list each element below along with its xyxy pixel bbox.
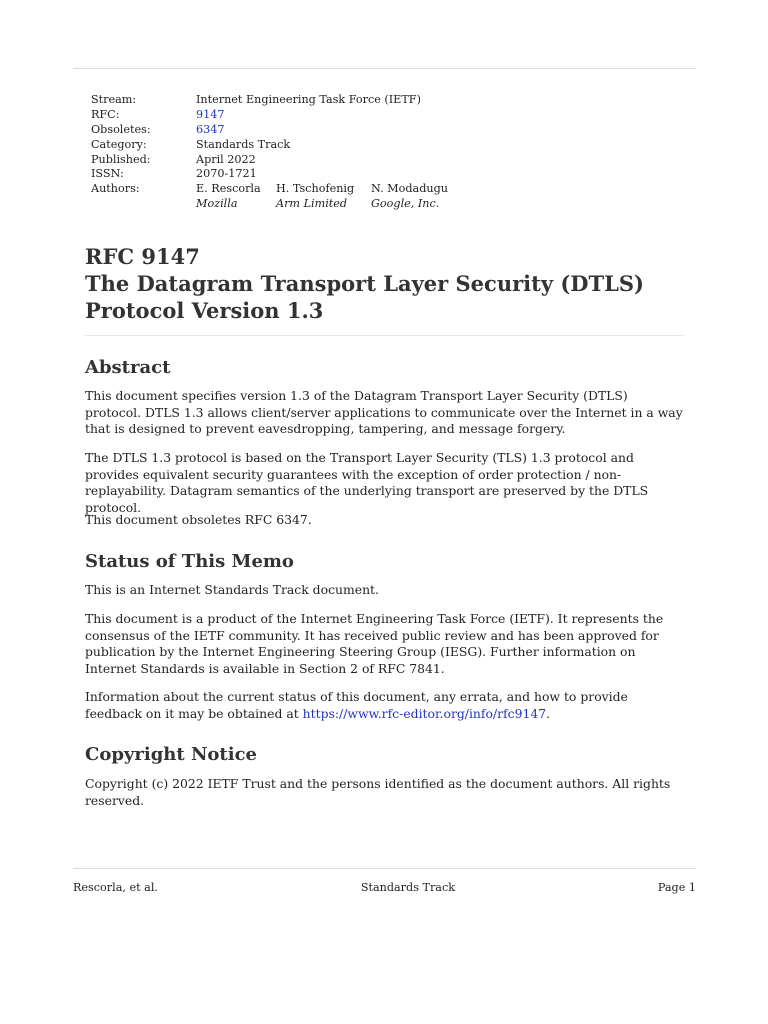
abstract-heading: Abstract: [85, 357, 171, 378]
meta-rfc: [91, 108, 448, 123]
status-paragraph-2: This document is a product of the Internet Engineering Task Force (IETF). It represents the consensus of the IETF community. It has received public review and has been approved for publication by the Internet Engineering Steering Group (IESG). Further information on Internet Standards is available in Section 2 of RFC 7841.: [85, 611, 664, 676]
footer-authors: Rescorla, et al.: [73, 881, 158, 894]
author-name: E. Rescorla: [196, 182, 261, 196]
rfc-editor-info-link[interactable]: https://www.rfc-editor.org/info/rfc9147: [302, 705, 547, 721]
status-paragraph-3: [85, 689, 685, 722]
footer-page-number: Page 1: [657, 881, 696, 894]
header-rule: [73, 68, 696, 69]
status-paragraph-3-end: .: [546, 705, 551, 721]
author-organization: Google, Inc.: [371, 197, 440, 211]
meta-issn: [91, 167, 448, 182]
author-name: N. Modadugu: [371, 182, 448, 196]
document-metadata: [91, 93, 448, 212]
title-line-sub: Protocol Version 1.3: [85, 298, 324, 323]
author-entry: [196, 182, 276, 212]
title-divider: [85, 335, 684, 336]
footer-category: Standards Track: [360, 881, 456, 894]
obsoletes-rfc-link[interactable]: 6347: [196, 122, 225, 136]
meta-authors: [91, 182, 448, 212]
author-entry: [371, 182, 448, 212]
page-footer: [73, 881, 696, 894]
meta-issn-value: 2070-1721: [196, 167, 257, 181]
abstract-paragraph-3: This document obsoletes RFC 6347.: [85, 512, 312, 527]
status-paragraph-1: This is an Internet Standards Track document.: [85, 582, 379, 597]
abstract-paragraph-1: This document specifies version 1.3 of the Datagram Transport Layer Security (DTLS) protocol. DTLS 1.3 allows client/server applications to communicate over the Internet in a way that is designed to prevent eavesdropping, tampering, and message forgery.: [85, 388, 683, 437]
author-name: H. Tschofenig: [276, 182, 355, 196]
meta-category-value: Standards Track: [196, 137, 291, 151]
meta-stream: [91, 93, 448, 108]
meta-published: [91, 153, 448, 168]
meta-rfc-label: RFC:: [91, 107, 120, 121]
meta-category: [91, 138, 448, 153]
title-line-main: The Datagram Transport Layer Security (DTLS): [85, 271, 644, 296]
footer-rule: [73, 868, 696, 869]
meta-authors-label: Authors:: [91, 182, 140, 196]
status-paragraph-3-text: Information about the current status of this document, any errata, and how to provide feedback on it may be obtained at: [85, 689, 628, 721]
title-rfc-number: RFC 9147: [85, 244, 200, 269]
meta-stream-value: Internet Engineering Task Force (IETF): [196, 93, 421, 106]
document-title: [85, 243, 644, 324]
meta-published-value: April 2022: [196, 152, 256, 166]
meta-issn-label: ISSN:: [91, 167, 124, 181]
author-entry: [276, 182, 371, 212]
meta-category-label: Category:: [91, 137, 147, 151]
copyright-heading: Copyright Notice: [85, 744, 257, 765]
author-organization: Arm Limited: [276, 197, 348, 211]
author-list: [196, 182, 448, 212]
meta-obsoletes: [91, 123, 448, 138]
copyright-paragraph: Copyright (c) 2022 IETF Trust and the persons identified as the document authors. All rights reserved.: [85, 776, 671, 808]
meta-published-label: Published:: [91, 152, 151, 166]
abstract-paragraph-2: The DTLS 1.3 protocol is based on the Transport Layer Security (TLS) 1.3 protocol and provides equivalent security guarantees with the exception of order protection / non-replayability. Datagram semantics of the underlying transport are preserved by the DTLS protocol.: [85, 450, 649, 515]
status-heading: Status of This Memo: [85, 551, 294, 572]
meta-obsoletes-label: Obsoletes:: [91, 122, 151, 136]
author-organization: Mozilla: [196, 197, 238, 211]
meta-stream-label: Stream:: [91, 93, 137, 106]
rfc-number-link[interactable]: 9147: [196, 107, 225, 121]
